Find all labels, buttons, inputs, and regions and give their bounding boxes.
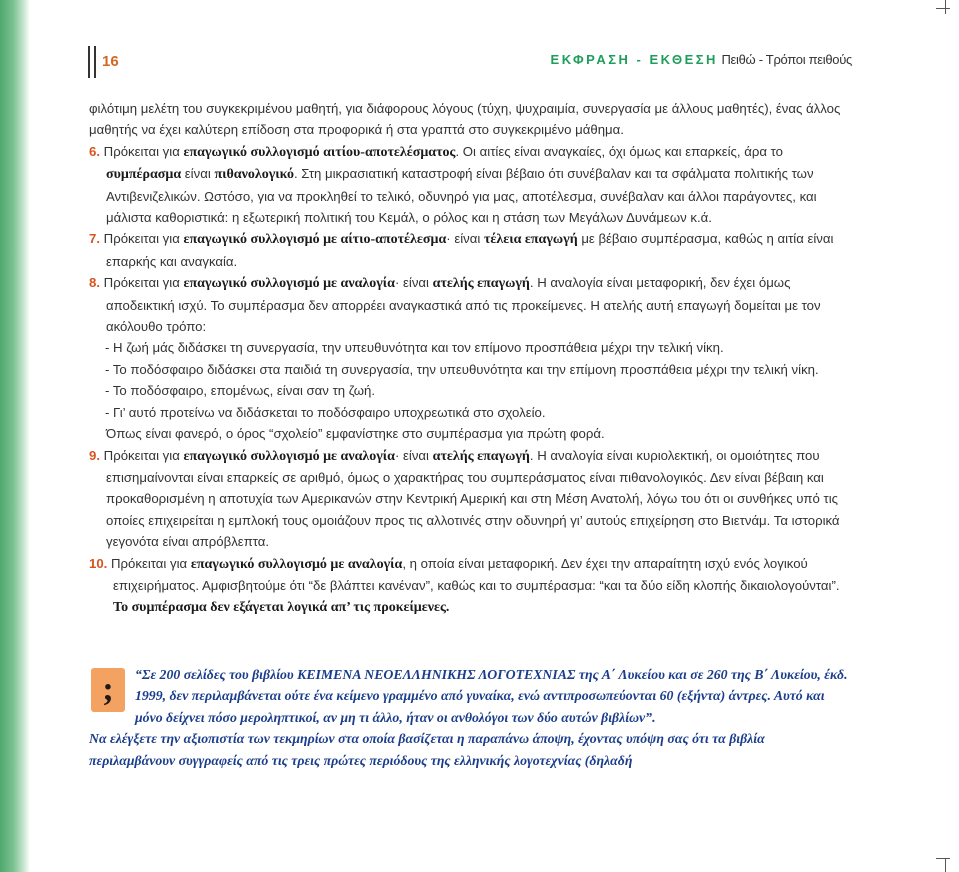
crop-mark [945,0,946,14]
item-number: 7. [89,231,100,247]
item-10: 10. Πρόκειται για επαγωγικό συλλογισμό με αναλογία, η οποία είναι μεταφορική. Δεν έχει την απαραίτητη ισχύ ενός λογικού επιχειρήματος. Αμφισβητούμε ότι “δε βλάπτει κανέναν”, καθώς και το συμπέρασμα: “και τα δύο είδη κλοπής δικαιολογούνται”. Το συμπέρασμα δεν εξάγεται λογικά απ’ τις προκείμενες. [89,555,840,616]
subsection-title: Πειθώ - Τρόποι πειθούς [721,52,852,67]
note-quote: “Σε 200 σελίδες του βιβλίου ΚΕΙΜΕΝΑ ΝΕΟΕΛΛΗΝΙΚΗΣ ΛΟΓΟΤΕΧΝΙΑΣ της Α΄ Λυκείου και σε 260 της Β΄ Λυκείου, έκδ. 1999, δεν περιλαμβάνεται ούτε ένα κείμενο γραμμένο από γυναίκα, ενώ αντιπροσωπεύονται 60 (εξήντα) άντρες. Αυτό και μόνο δείχνει πόσο μεροληπτικοί, αν μη τι άλλο, ήταν οι ανθολόγοι των δύο αυτών βιβλίων”. [135,667,848,725]
item-number: 8. [89,275,100,291]
list-item: - Η ζωή μάς διδάσκει τη συνεργασία, την υπευθυνότητα και τον επίμονο προσπάθεια μέχρι την τελική νίκη. [105,340,724,356]
item-6: 6. Πρόκειται για επαγωγικό συλλογισμό αιτίου-αποτελέσματος. Οι αιτίες είναι αναγκαίες, όχι όμως και επαρκείς, άρα το συμπέρασμα είναι πιθανολογικό. Στη μικρασιατική καταστροφή είναι βέβαιο ότι συνέβαλαν και τα σφάλματα πολιτικής των Αντιβενιζελικών. Ωστόσο, για να προκληθεί το τελικό, οδυνηρό για μας, αποτέλεσμα, συνέβαλαν και άλλοι παράγοντες, και μάλιστα καθοριστικά: η εξωτερική πολιτική του Κεμάλ, ο ρόλος και η στάση των Μεγάλων Δυνάμεων κ.ά. [89,143,817,226]
header-bars [88,46,96,78]
crop-mark [936,8,950,9]
item-number: 10. [89,555,108,571]
section-title: ΕΚΦΡΑΣΗ - ΕΚΘΕΣΗ [550,52,718,67]
item-8: 8. Πρόκειται για επαγωγικό συλλογισμό με αναλογία· είναι ατελής επαγωγή. Η αναλογία είναι μεταφορική, δεν έχει όμως αποδεικτική ισχύ. Το συμπέρασμα δεν απορρέει αναγκαστικά από τις προκείμενες. Η ατελής αυτή επαγωγή δομείται με τον ακόλουθο τρόπο: [89,275,821,335]
question-mark-icon: ; [91,668,125,712]
item-7: 7. Πρόκειται για επαγωγικό συλλογισμό με αίτιο-αποτέλεσμα· είναι τέλεια επαγωγή με βέβαιο συμπέρασμα, καθώς η αιτία είναι επαρκής και αναγκαία. [89,231,834,269]
item-8-closing: Όπως είναι φανερό, ο όρος “σχολείο” εμφανίστηκε στο συμπέρασμα για πρώτη φορά. [106,426,605,442]
list-item: - Το ποδόσφαιρο διδάσκει στα παιδιά τη συνεργασία, την υπευθυνότητα και την επίμονη προσπάθεια μέχρι την τελική νίκη. [105,361,819,377]
header-titles [551,52,852,69]
page-header [88,42,852,78]
crop-mark [936,858,950,859]
page-number: 16 [102,53,119,70]
note-instruction: Να ελέγξετε την αξιοπιστία των τεκμηρίων στα οποία βασίζεται η παραπάνω άποψη, έχοντας υπόψη σας ότι τα βιβλία περιλαμβάνουν συγγραφείς από τις τρεις πρώτες περιόδους της ελληνικής λογοτεχνίας (δηλαδή [89,731,765,768]
item-9: 9. Πρόκειται για επαγωγικό συλλογισμό με αναλογία· είναι ατελής επαγωγή. Η αναλογία είναι κυριολεκτική, οι ομοιότητες που επισημαίνονται είναι επαρκείς σε αριθμό, όμως ο χαρακτήρας του συμπεράσματος είναι πιθανολογικός. Δεν είναι βέβαιη και προκαθορισμένη η αποτυχία των Αμερικανών στην Κεντρική Αμερική και στη Μέση Ανατολή, λόγω του ότι οι συνθήκες υπό τις οποίες επιχειρείται η εμπλοκή τους ομοιάζουν προς τις αλλοτινές στην οδυνηρή γι’ αυτούς επιχείρηση στο Βιετνάμ. Τα ιστορικά γεγονότα είναι απρόβλεπτα. [89,447,840,550]
main-text [89,98,853,619]
list-item: - Το ποδόσφαιρο, επομένως, είναι σαν τη ζωή. [105,383,375,399]
item-number: 9. [89,447,100,463]
page-edge-strip [0,0,30,872]
intro-paragraph: φιλότιμη μελέτη του συγκεκριμένου μαθητή, για διάφορους λόγους (τύχη, ψυχραιμία, συνεργασία με άλλους μαθητές), ένας άλλος μαθητής να έχει καλύτερη επίδοση στα προφορικά ή στα γραπτά στο συγκεκριμένο μάθημα. [89,101,841,138]
crop-mark [945,858,946,872]
exercise-note [89,664,853,771]
list-item: - Γι’ αυτό προτείνω να διδάσκεται το ποδόσφαιρο υποχρεωτικά στο σχολείο. [105,404,546,420]
item-number: 6. [89,143,100,159]
